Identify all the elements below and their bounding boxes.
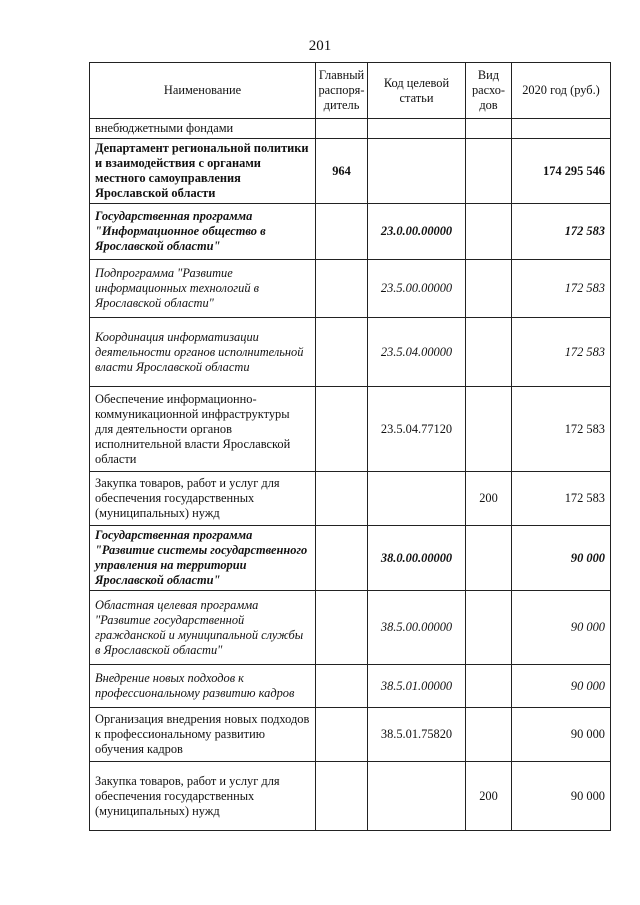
table-row: [90, 139, 611, 204]
cell-sum: 172 583: [512, 387, 611, 472]
cell-code: [368, 139, 466, 204]
cell-admin: [316, 708, 368, 762]
cell-code: 23.5.04.00000: [368, 318, 466, 387]
cell-code: [368, 472, 466, 526]
cell-sum: 174 295 546: [512, 139, 611, 204]
table-row: [90, 387, 611, 472]
cell-admin: [316, 387, 368, 472]
cell-sum: 172 583: [512, 260, 611, 318]
cell-name: Обеспечение информационно-коммуникационной инфраструктуры для деятельности органов исполнительной власти Ярославской области: [90, 387, 316, 472]
cell-admin: [316, 665, 368, 708]
cell-admin: [316, 318, 368, 387]
cell-sum: 172 583: [512, 318, 611, 387]
cell-code: 23.0.00.00000: [368, 204, 466, 260]
cell-type: [466, 204, 512, 260]
table-row: [90, 472, 611, 526]
cell-type: [466, 387, 512, 472]
cell-name: Государственная программа "Развитие системы государственного управления на территории Ярославской области": [90, 526, 316, 591]
cell-code: [368, 119, 466, 139]
cell-admin: [316, 472, 368, 526]
table-row: [90, 260, 611, 318]
cell-code: 23.5.04.77120: [368, 387, 466, 472]
header-code: Код целевой статьи: [368, 63, 466, 119]
header-admin: Главный распоря-дитель: [316, 63, 368, 119]
cell-type: [466, 526, 512, 591]
table-row: [90, 665, 611, 708]
cell-admin: 964: [316, 139, 368, 204]
cell-type: 200: [466, 472, 512, 526]
cell-type: [466, 139, 512, 204]
cell-code: 38.5.01.75820: [368, 708, 466, 762]
cell-type: [466, 318, 512, 387]
cell-type: 200: [466, 762, 512, 831]
cell-name: Областная целевая программа "Развитие государственной гражданской и муниципальной службы в Ярославской области": [90, 591, 316, 665]
table-row: [90, 526, 611, 591]
cell-name: Организация внедрения новых подходов к профессиональному развитию обучения кадров: [90, 708, 316, 762]
header-sum: 2020 год (руб.): [512, 63, 611, 119]
cell-code: [368, 762, 466, 831]
header-name: Наименование: [90, 63, 316, 119]
cell-name: Внедрение новых подходов к профессиональному развитию кадров: [90, 665, 316, 708]
table-row: [90, 318, 611, 387]
cell-sum: 90 000: [512, 708, 611, 762]
cell-name: Государственная программа "Информационное общество в Ярославской области": [90, 204, 316, 260]
cell-sum: 172 583: [512, 472, 611, 526]
table-header-row: [90, 63, 611, 119]
cell-name: внебюджетными фондами: [90, 119, 316, 139]
cell-type: [466, 708, 512, 762]
cell-sum: 90 000: [512, 665, 611, 708]
budget-table: [89, 62, 611, 831]
cell-name: Подпрограмма "Развитие информационных технологий в Ярославской области": [90, 260, 316, 318]
cell-sum: [512, 119, 611, 139]
cell-admin: [316, 591, 368, 665]
cell-admin: [316, 204, 368, 260]
cell-admin: [316, 260, 368, 318]
cell-admin: [316, 762, 368, 831]
cell-name: Координация информатизации деятельности органов исполнительной власти Ярославской области: [90, 318, 316, 387]
table-row: [90, 591, 611, 665]
cell-name: Закупка товаров, работ и услуг для обеспечения государственных (муниципальных) нужд: [90, 472, 316, 526]
page-number: 201: [308, 38, 332, 54]
table-row: [90, 119, 611, 139]
cell-sum: 90 000: [512, 591, 611, 665]
cell-sum: 90 000: [512, 762, 611, 831]
cell-type: [466, 260, 512, 318]
table-row: [90, 762, 611, 831]
cell-name: Департамент региональной политики и взаимодействия с органами местного самоуправления Ярославской области: [90, 139, 316, 204]
cell-admin: [316, 526, 368, 591]
cell-name: Закупка товаров, работ и услуг для обеспечения государственных (муниципальных) нужд: [90, 762, 316, 831]
cell-type: [466, 591, 512, 665]
header-type: Вид расхо-дов: [466, 63, 512, 119]
cell-code: 23.5.00.00000: [368, 260, 466, 318]
cell-sum: 172 583: [512, 204, 611, 260]
cell-type: [466, 119, 512, 139]
cell-code: 38.5.00.00000: [368, 591, 466, 665]
table-row: [90, 708, 611, 762]
cell-code: 38.5.01.00000: [368, 665, 466, 708]
cell-sum: 90 000: [512, 526, 611, 591]
table-row: [90, 204, 611, 260]
cell-admin: [316, 119, 368, 139]
cell-type: [466, 665, 512, 708]
cell-code: 38.0.00.00000: [368, 526, 466, 591]
